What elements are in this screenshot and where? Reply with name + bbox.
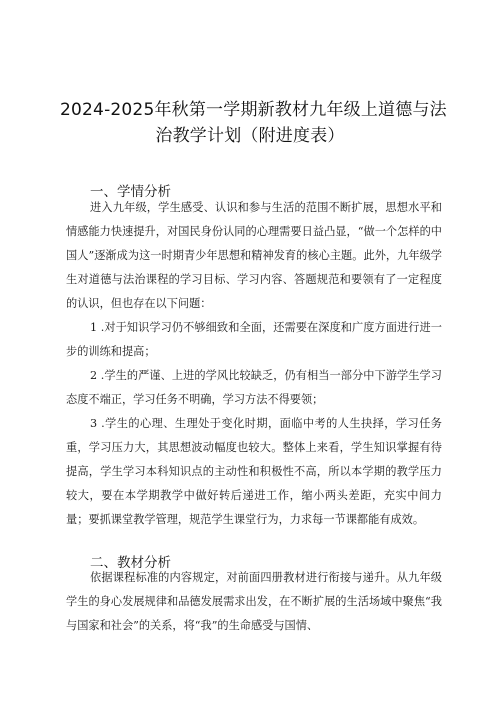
paragraph-item-2: 2 .学生的严谨、上进的学风比较缺乏，仍有相当一部分中下游学生学习态度不端正，学习任务不明确，学习方法不得要领； (66, 369, 442, 406)
section-heading-textbook: 二、教材分析 (90, 555, 171, 571)
paragraph-intro: 进入九年级，学生感受、认识和参与生活的范围不断扩展，思想水平和情感能力快速提升，对国民身份认同的心理需要日益凸显，“做一个怎样的中国人”逐渐成为这一时期青少年思想和精神发育的核心主题。此外，九年级学生对道德与法治课程的学习目标、学习内容、答题规范和要领有了一定程度的认识，但也存在以下问题： (66, 201, 442, 310)
section-body-situation (66, 196, 442, 532)
paragraph-textbook-1: 依据课程标准的内容规定，对前面四册教材进行衔接与递升。从九年级学生的身心发展规律和品德发展需求出发，在不断扩展的生活场域中聚焦“我与国家和社会”的关系，将“我”的生命感受与国情、 (66, 571, 442, 632)
document-title-line-1: 2024-2025年秋第一学期新教材九年级上道德与法 (60, 100, 447, 120)
section-heading-situation: 一、学情分析 (90, 184, 171, 200)
paragraph-item-1: 1 .对于知识学习仍不够细致和全面，还需要在深度和广度方面进行进一步的训练和提高； (66, 321, 442, 358)
section-body-textbook (66, 566, 442, 638)
document-title-line-2: 治教学计划（附进度表） (155, 126, 345, 146)
paragraph-item-3: 3 .学生的心理、生理处于变化时期，面临中考的人生抉择，学习任务重，学习压力大，其思想波动幅度也较大。整体上来看，学生知识掌握有待提高，学生学习本科知识点的主动性和积极性不高，所以本学期的教学压力较大，要在本学期教学中做好转后递进工作，缩小两头差距，充实中间力量；要抓课堂教学管理，规范学生课堂行为，力求每一节课都能有成效。 (66, 417, 442, 526)
